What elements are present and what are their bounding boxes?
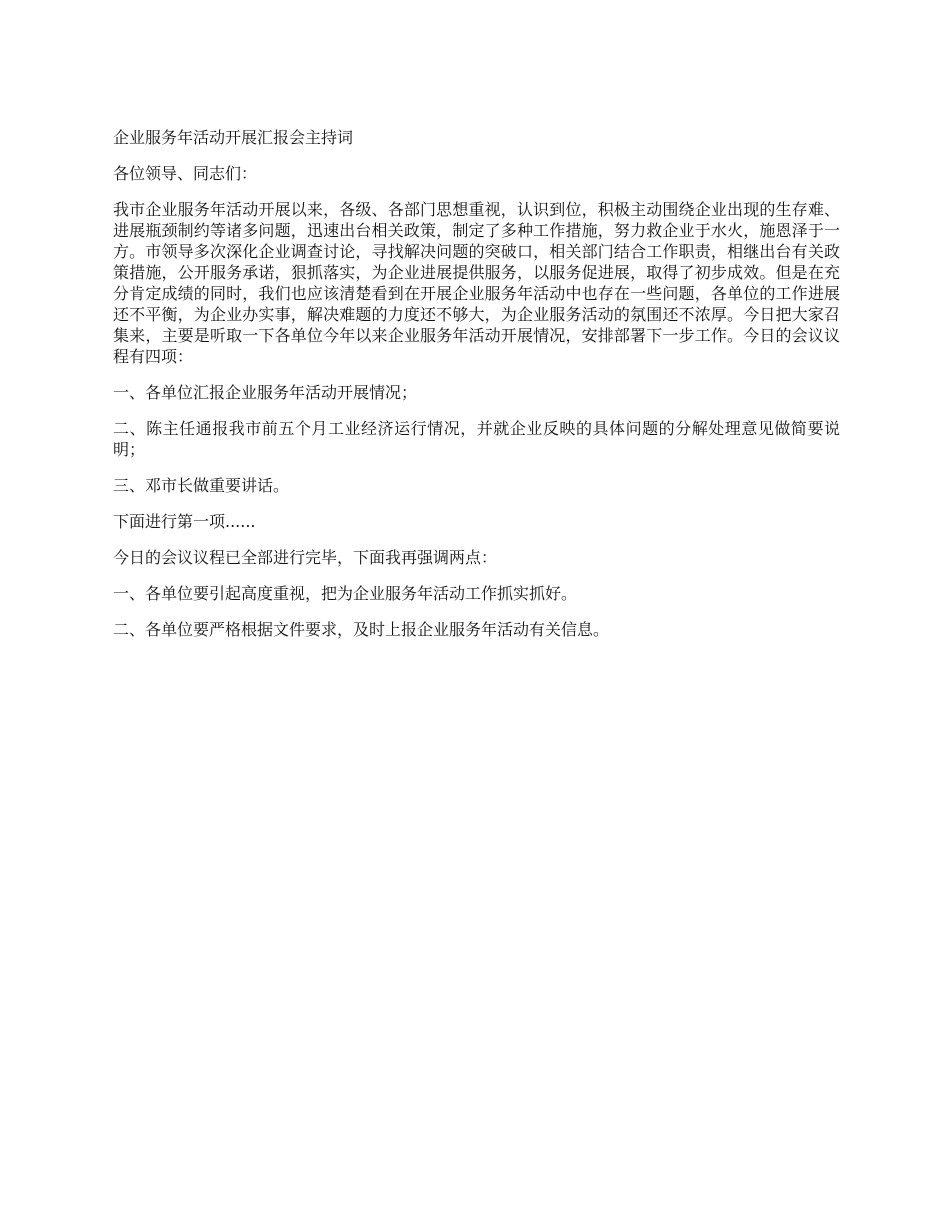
closing-point-2: 二、各单位要严格根据文件要求，及时上报企业服务年活动有关信息。 [113,620,610,639]
closing-intro: 今日的会议议程已全部进行完毕，下面我再强调两点： [113,548,498,567]
closing-point-1: 一、各单位要引起高度重视，把为企业服务年活动工作抓实抓好。 [113,584,578,603]
agenda-item-2: 二、陈主任通报我市前五个月工业经济运行情况，并就企业反映的具体问题的分解处理意见做简要说明； [113,419,840,459]
agenda-item-3: 三、邓市长做重要讲话。 [113,476,290,495]
intro-paragraph: 我市企业服务年活动开展以来，各级、各部门思想重视，认识到位，积极主动围绕企业出现的生存难、进展瓶颈制约等诸多问题，迅速出台相关政策，制定了多种工作措施，努力救企业于水火，施恩泽于一方。市领导多次深化企业调查讨论，寻找解决问题的突破口，相关部门结合工作职责，相继出台有关政策措施，公开服务承诺，狠抓落实，为企业进展提供服务，以服务促进展，取得了初步成效。但是在充分肯定成绩的同时，我们也应该清楚看到在开展企业服务年活动中也存在一些问题，各单位的工作进展还不平衡，为企业办实事，解决难题的力度还不够大，为企业服务活动的氛围还不浓厚。今日把大家召集来，主要是听取一下各单位今年以来企业服务年活动开展情况，安排部署下一步工作。今日的会议议程有四项： [113,200,840,366]
greeting: 各位领导、同志们： [113,164,258,183]
transition-line: 下面进行第一项...... [113,512,256,531]
document-title: 企业服务年活动开展汇报会主持词 [113,128,354,147]
agenda-item-1: 一、各单位汇报企业服务年活动开展情况； [113,383,418,402]
document-page [113,127,840,655]
